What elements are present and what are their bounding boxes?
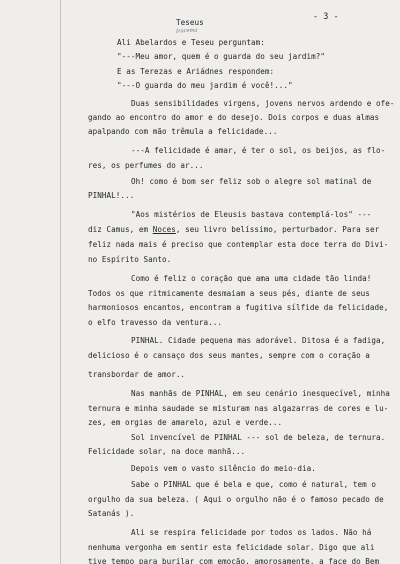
text-line: Sol invencível de PINHAL --- sol de beleza, de ternura. [131, 433, 386, 442]
text-line: ternura e minha saudade se misturam nas algazarras de cores e lu- [88, 404, 389, 413]
text-line [88, 225, 379, 234]
text-line: "---Meu amor, quem é o guarda do seu jardim?" [117, 52, 325, 61]
text-line: res, os perfumes do ar... [88, 161, 204, 170]
text-line: Sabe o PINHAL que é bela e que, como é natural, tem o [131, 480, 376, 489]
text-line: Como é feliz o coração que ama uma cidade tão linda! [131, 274, 372, 283]
text-line: no Espírito Santo. [88, 255, 172, 264]
text-line: zes, em orgias de amarelo, azul e verde... [88, 418, 283, 427]
text-line: PINHAL!... [88, 191, 135, 200]
text-line: Felicidade solar, na doce manhã... [88, 447, 246, 456]
handwritten-note: Iracema [175, 27, 198, 35]
text-line: feliz nada mais é preciso que contemplar esta doce terra do Divi- [88, 240, 389, 249]
text-line: Teseus [176, 18, 204, 27]
text-line: transbordar de amor.. [88, 370, 186, 379]
text-line: gando ao encontro do amor e do desejo. Dois corpos e duas almas [88, 113, 380, 122]
text-line: Todos os que ritmicamente desmaiam a seus pés, diante de seus [88, 289, 370, 298]
text-line: o elfo travesso da ventura... [88, 318, 223, 327]
text-line: PINHAL. Cidade pequena mas adorável. Ditosa é a fadiga, [131, 336, 386, 345]
text-line: nenhuma vergonha em sentir esta felicidade solar. Digo que ali [88, 543, 375, 552]
book-title: Noces [152, 225, 176, 234]
text-line: Depois vem o vasto silêncio do meio-dia. [131, 464, 316, 473]
text-line: tive tempo para burilar com emoção, amorosamente, a face do Bem [88, 557, 380, 564]
text-line: Satanás ). [88, 509, 135, 518]
text-line: orgulho da sua beleza. ( Aqui o orgulho não é o famoso pecado de [88, 495, 384, 504]
text-line: ---A felicidade é amar, é ter o sol, os beijos, as flo- [131, 146, 386, 155]
text-line: E as Terezas e Ariádnes respondem: [117, 67, 275, 76]
text-line: Oh! como é bom ser feliz sob o alegre sol matinal de [131, 177, 372, 186]
text-line-part: diz Camus, em Noces, seu livro belíssimo, perturbador. Para ser [88, 225, 380, 234]
text-line: Duas sensibilidades virgens, jovens nervos ardendo e ofe- [131, 99, 395, 108]
text-line: delicioso é o cansaço dos seus mantes, sempre com o coração a [88, 351, 370, 360]
text-line: Ali Abelardos e Teseu perguntam: [117, 38, 265, 47]
page-number: - 3 - [313, 12, 339, 22]
text-line: Nas manhãs de PINHAL, em seu cenário inesquecível, minha [131, 389, 390, 398]
text-line: "Aos mistérios de Eleusis bastava contemplá-los" --- [131, 210, 372, 219]
text-line: Ali se respira felicidade por todos os lados. Não há [131, 528, 372, 537]
text-line: harmoniosos encantos, encontram a fugitiva sílfide da felicidade, [88, 303, 389, 312]
text-line: apalpando com mão trêmula a felicidade... [88, 127, 278, 136]
margin-line [60, 0, 61, 564]
text-line: "---O guarda do meu jardim é você!..." [117, 81, 293, 90]
